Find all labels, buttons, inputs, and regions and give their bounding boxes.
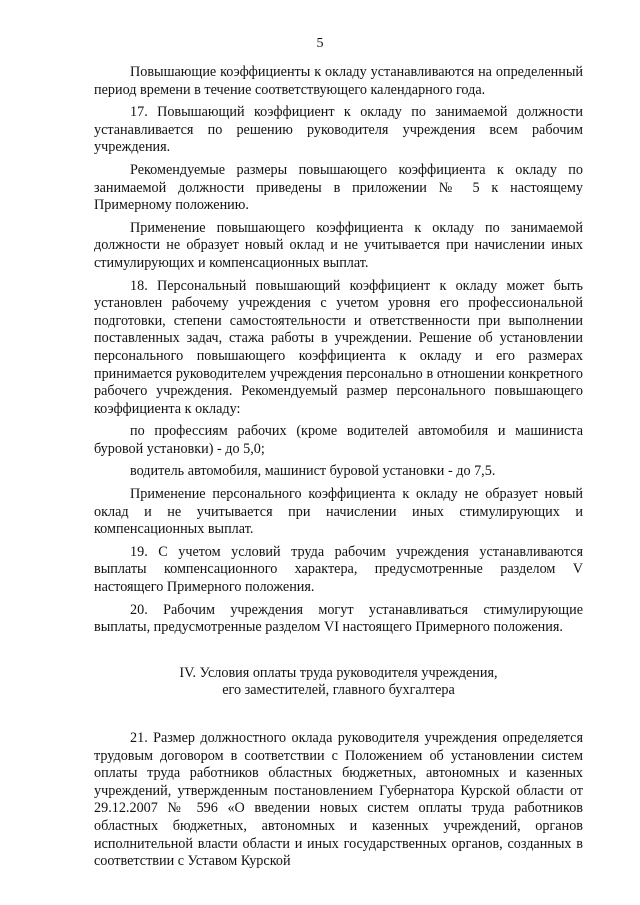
document-body	[94, 64, 583, 871]
paragraph: 18. Персональный повышающий коэффициент к окладу может быть установлен рабочему учреждения с учетом уровня его профессиональной подготовки, степени самостоятельности и ответственности при выполнении поставленных задач, стажа работы в учреждении. Решение об установлении персонального повышающего коэффициента к окладу и его размерах принимается руководителем учреждения персонально в отношении конкретного рабочего учреждения. Рекомендуемый размер персонального повышающего коэффициента к окладу:	[94, 277, 583, 417]
page-number: 5	[316, 36, 324, 51]
list-item: водитель автомобиля, машинист буровой установки - до 7,5.	[130, 463, 496, 480]
paragraph: Рекомендуемые размеры повышающего коэффициента к окладу по занимаемой должности приведены в приложении № 5 к настоящему Примерному положению.	[94, 161, 583, 214]
list-item: по профессиям рабочих (кроме водителей автомобиля и машиниста буровой установки) - до 5,0;	[94, 423, 583, 457]
paragraph: 19. С учетом условий труда рабочим учреждения устанавливаются выплаты компенсационного характера, предусмотренные разделом V настоящего Примерного положения.	[94, 543, 583, 596]
paragraph: 17. Повышающий коэффициент к окладу по занимаемой должности устанавливается по решению руководителя учреждения всем рабочим учреждения.	[94, 104, 583, 156]
paragraph: Применение повышающего коэффициента к окладу по занимаемой должности не образует новый оклад и не учитывается при начислении иных стимулирующих и компенсационных выплат.	[94, 219, 583, 271]
paragraph: Повышающие коэффициенты к окладу устанавливаются на определенный период времени в течение соответствующего календарного года.	[94, 64, 583, 98]
paragraph: 20. Рабочим учреждения могут устанавливаться стимулирующие выплаты, предусмотренные разделом VI настоящего Примерного положения.	[94, 601, 583, 636]
paragraph: Применение персонального коэффициента к окладу не образует новый оклад и не учитывается при начислении иных стимулирующих и компенсационных выплат.	[94, 486, 583, 538]
section-heading-line-1: IV. Условия оплаты труда руководителя учреждения,	[179, 664, 498, 681]
section-heading-line-2: его заместителей, главного бухгалтера	[222, 682, 455, 699]
section-heading	[94, 665, 583, 700]
paragraph: 21. Размер должностного оклада руководителя учреждения определяется трудовым договором в соответствии с Положением об установлении систем оплаты труда работников областных бюджетных, автономных и казенных учреждений, утвержденным постановлением Губернатора Курской области от 29.12.2007 № 596 «О введении новых систем оплаты труда работников областных бюджетных, автономных и казенных учреждений, органов исполнительной власти области и иных государственных органов, созданных в соответствии с Уставом Курской	[94, 730, 583, 870]
